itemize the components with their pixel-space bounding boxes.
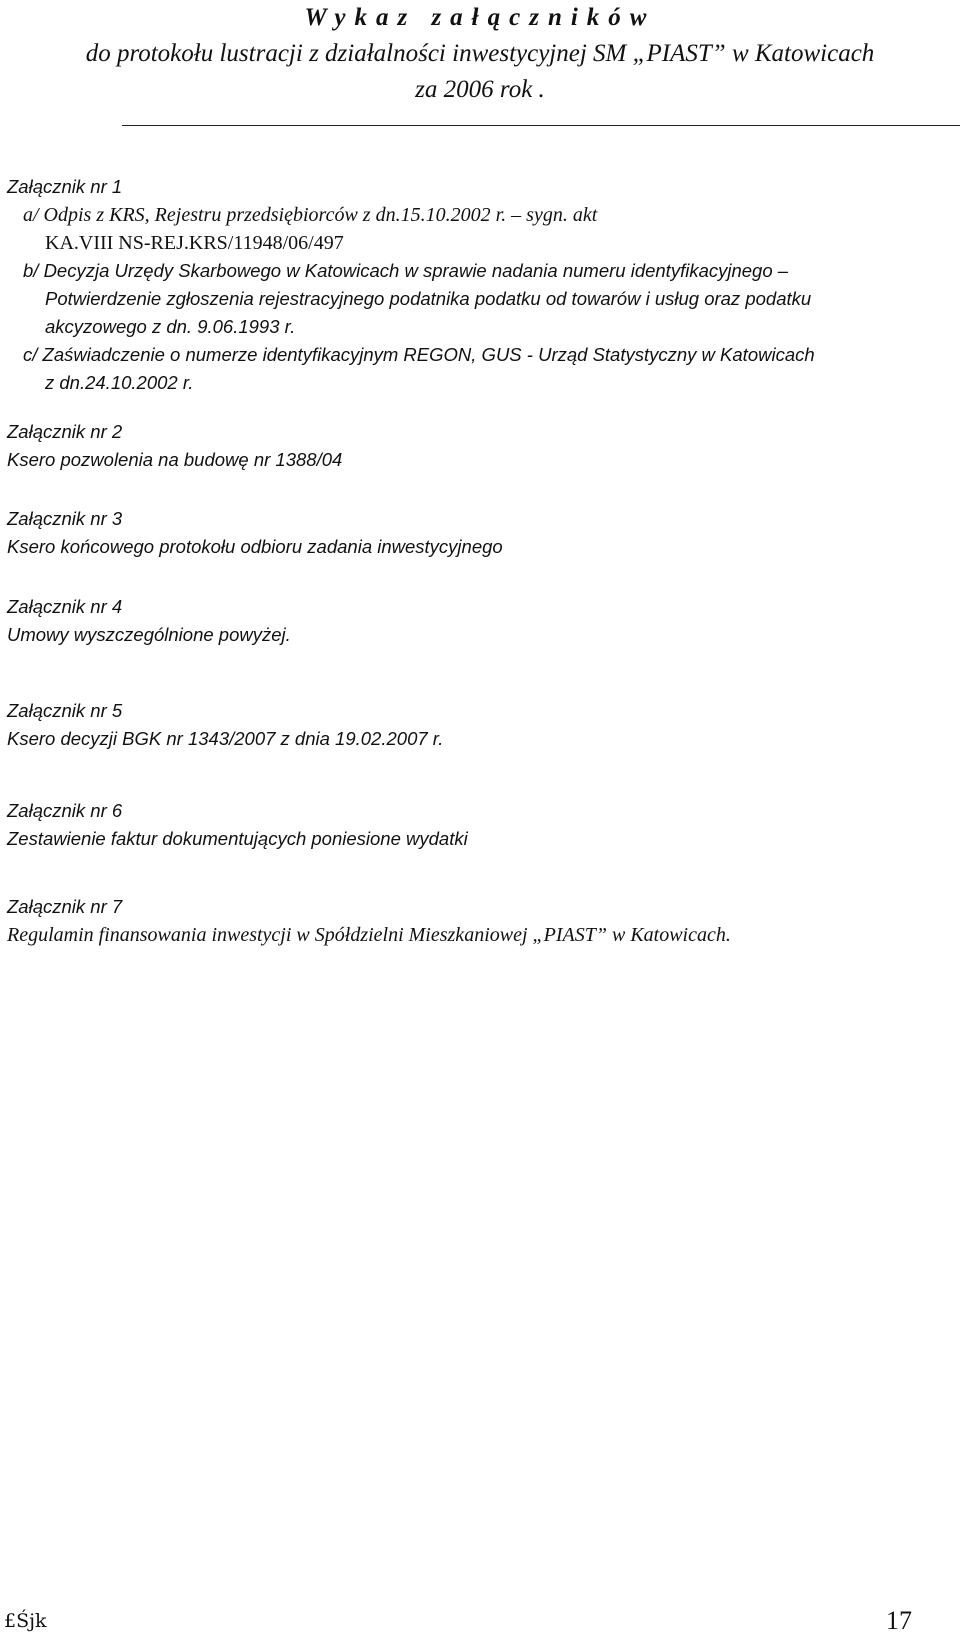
handwritten-initials: £Śjk: [4, 1610, 47, 1632]
attachment-line: Ksero decyzji BGK nr 1343/2007 z dnia 19.02.2007 r.: [7, 728, 444, 749]
attachment-2: [7, 418, 947, 474]
attachment-7: [7, 893, 947, 949]
attachment-heading: Załącznik nr 7: [7, 896, 123, 917]
attachment-heading: Załącznik nr 3: [7, 508, 123, 529]
attachment-heading: Załącznik nr 5: [7, 700, 123, 721]
attachment-heading: Załącznik nr 4: [7, 596, 123, 617]
attachment-line: c/ Zaświadczenie o numerze identyfikacyjnym REGON, GUS - Urząd Statystyczny w Katowicach: [23, 344, 815, 365]
header-divider: [122, 125, 960, 126]
attachment-6: [7, 797, 947, 853]
attachment-heading: Załącznik nr 2: [7, 421, 123, 442]
attachment-line: Potwierdzenie zgłoszenia rejestracyjnego podatnika podatku od towarów i usług oraz podatku: [45, 288, 812, 309]
attachment-line: z dn.24.10.2002 r.: [45, 372, 194, 393]
document-title: Wykaz załączników: [304, 4, 656, 31]
attachment-3: [7, 505, 947, 561]
page-number: 17: [886, 1606, 912, 1635]
document-header: [0, 0, 960, 108]
attachment-5: [7, 697, 947, 753]
attachment-line: Zestawienie faktur dokumentujących poniesione wydatki: [7, 828, 468, 849]
attachment-line: Ksero pozwolenia na budowę nr 1388/04: [7, 449, 343, 470]
document-subtitle: do protokołu lustracji z działalności inwestycyjnej SM „PIAST” w Katowicach: [85, 40, 875, 67]
attachment-line: a/ Odpis z KRS, Rejestru przedsiębiorców z dn.15.10.2002 r. – sygn. akt: [23, 204, 598, 226]
attachment-heading: Załącznik nr 6: [7, 800, 123, 821]
attachment-line: Regulamin finansowania inwestycji w Spółdzielni Mieszkaniowej „PIAST” w Katowicach.: [7, 924, 731, 946]
attachment-line: Umowy wyszczególnione powyżej.: [7, 624, 291, 645]
attachment-line: akcyzowego z dn. 9.06.1993 r.: [45, 316, 296, 337]
attachment-line: KA.VIII NS-REJ.KRS/11948/06/497: [45, 232, 344, 254]
attachment-heading: Załącznik nr 1: [7, 176, 123, 197]
attachment-4: [7, 593, 947, 649]
document-year: za 2006 rok .: [415, 76, 545, 103]
attachment-line: Ksero końcowego protokołu odbioru zadania inwestycyjnego: [7, 536, 503, 557]
attachment-1: [7, 173, 947, 397]
attachment-line: b/ Decyzja Urzędy Skarbowego w Katowicach w sprawie nadania numeru identyfikacyjnego –: [23, 260, 789, 281]
